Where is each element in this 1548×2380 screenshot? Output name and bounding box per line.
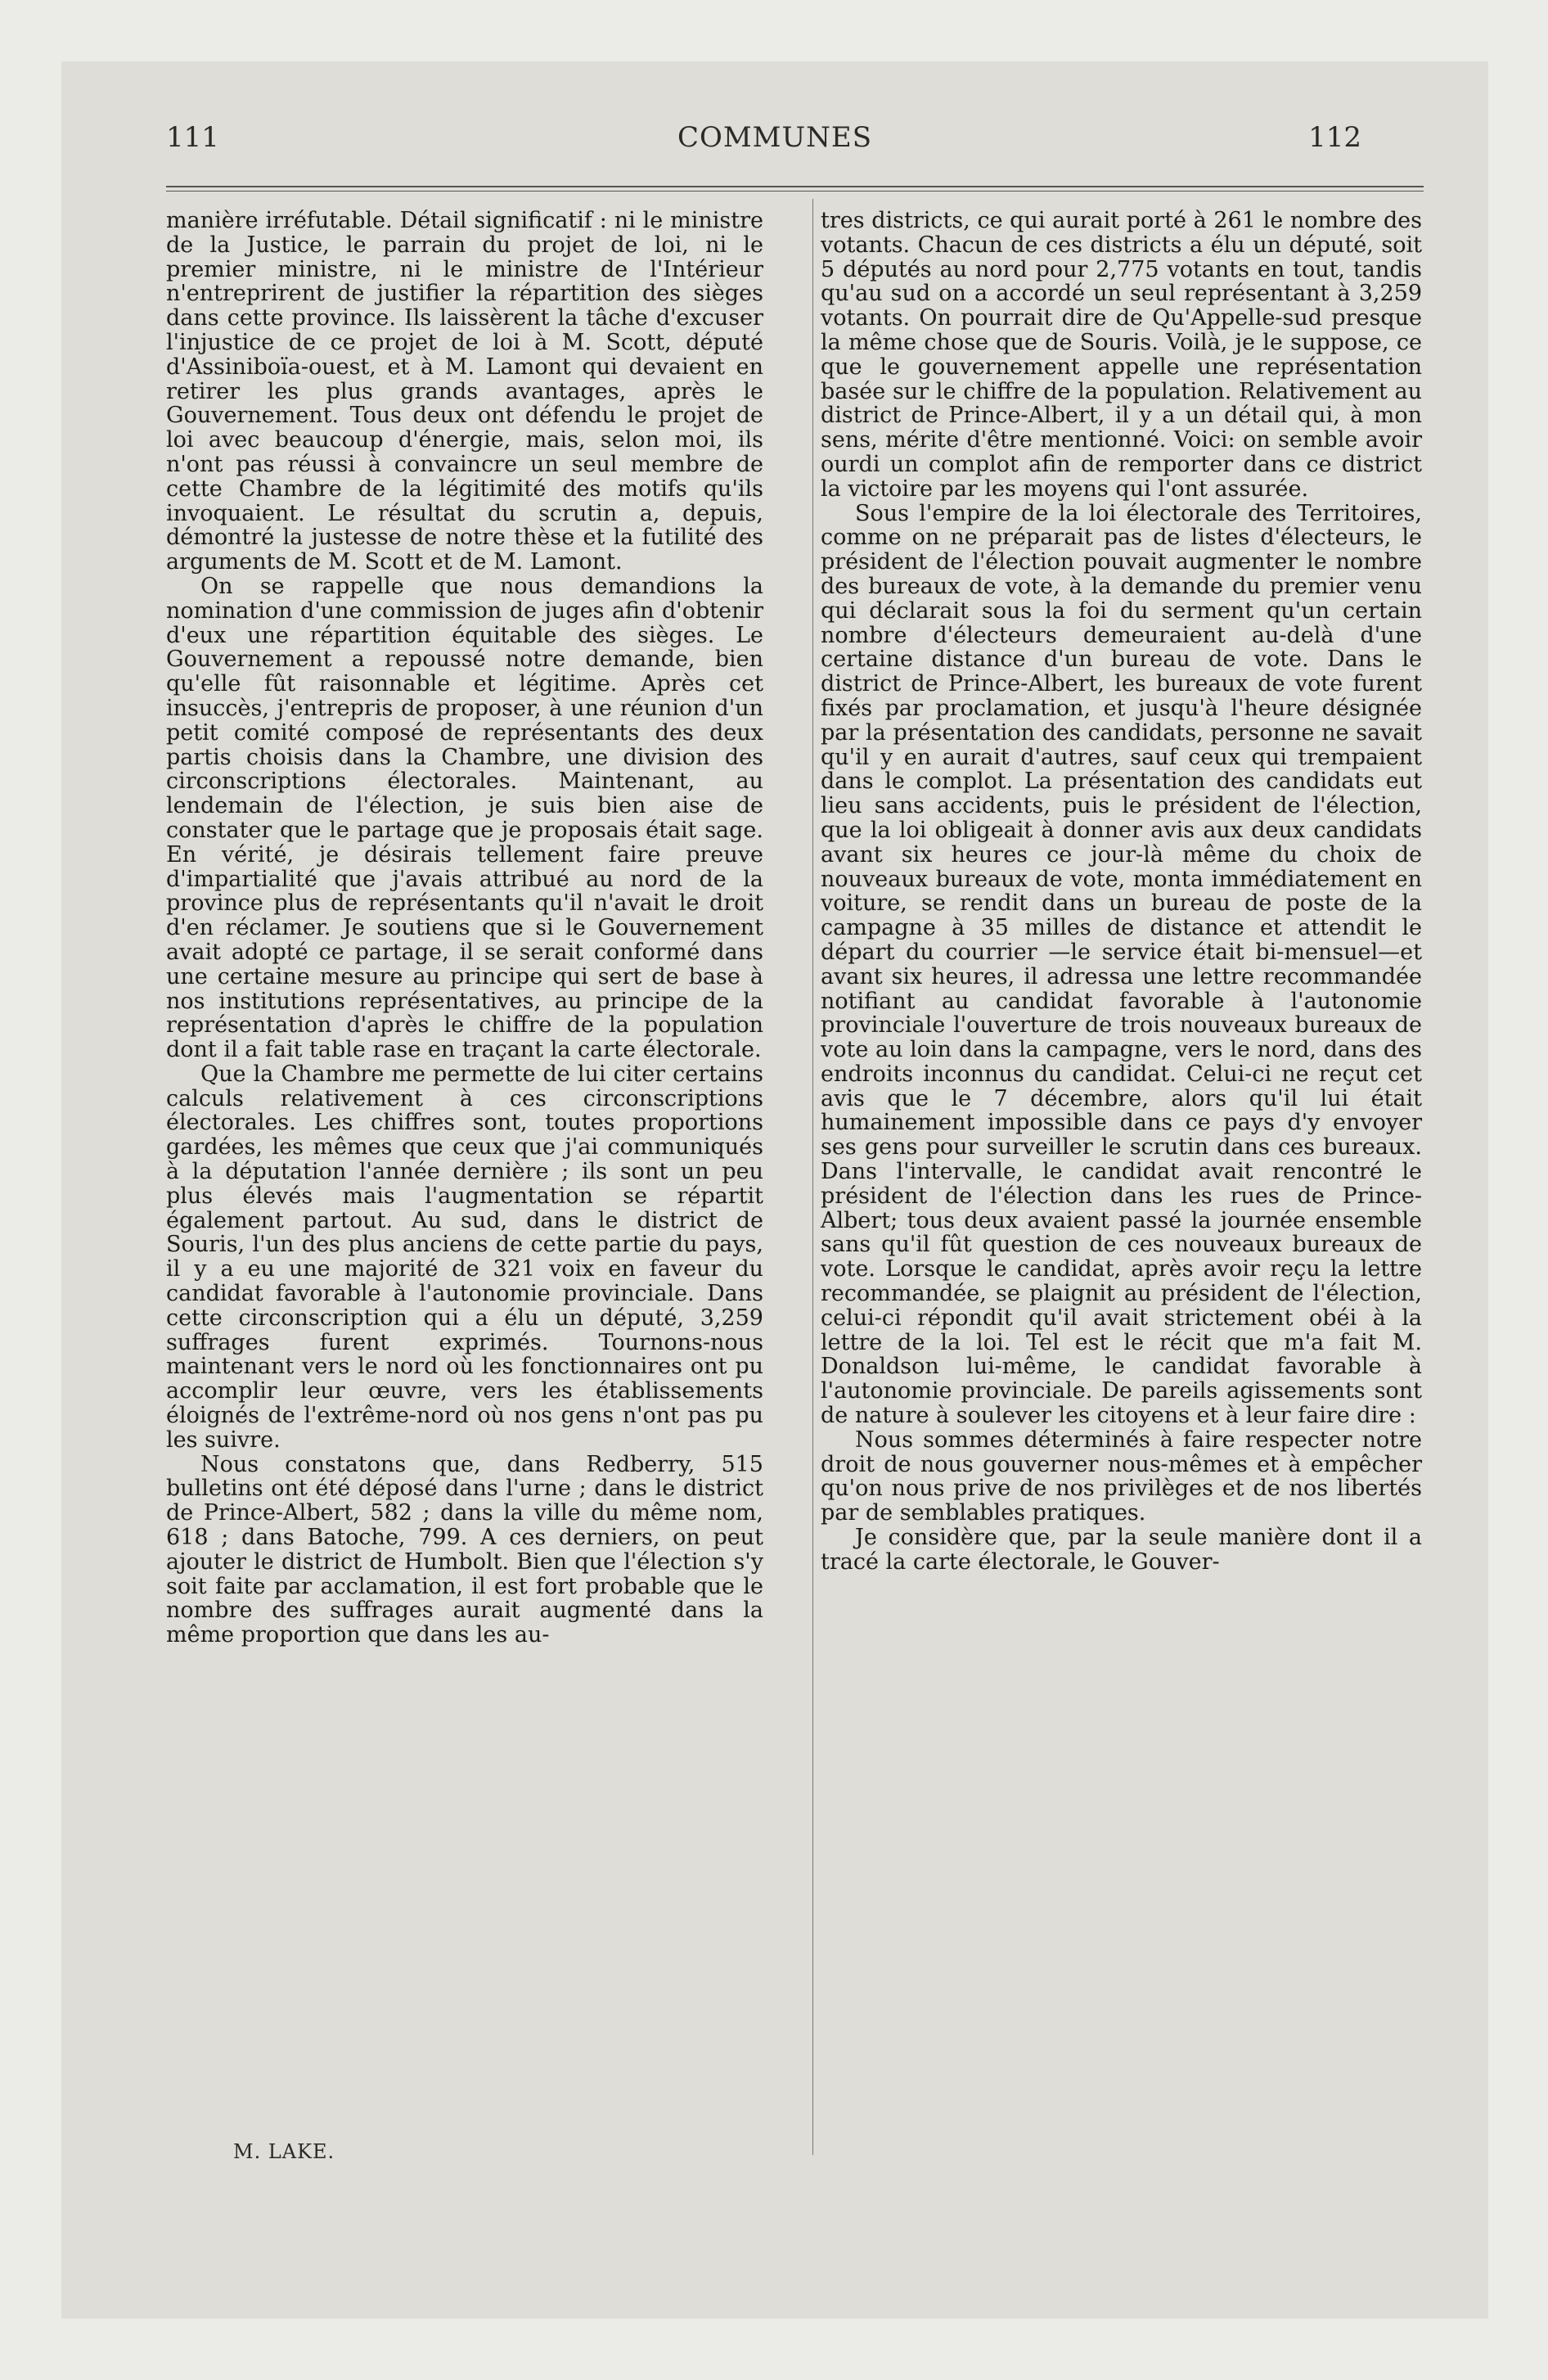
- header-rule: [166, 186, 1424, 187]
- paragraph: Nous constatons que, dans Redberry, 515 bulletins ont été déposé dans l'urne ; dans le district de Prince-Albert, 582 ; dans la ville du même nom, 618 ; dans Batoche, 799. A ces derniers, on peut ajouter le district de Humbolt. Bien que l'élection s'y soit faite par acclamation, il est fort probable que le nombre des suffrages aurait augmenté dans la même proportion que dans les au-: [166, 1451, 763, 1648]
- paragraph: tres districts, ce qui aurait porté à 261 le nombre des votants. Chacun de ces districts a élu un député, soit 5 députés au nord pour 2,775 votants en tout, tandis qu'au sud on a accordé un seul représentant à 3,259 votants. On pourrait dire de Qu'Appelle-sud presque la même chose que de Souris. Voilà, je le suppose, ce que le gouvernement appelle une représentation basée sur le chiffre de la population. Relativement au district de Prince-Albert, il y a un détail qui, à mon sens, mérite d'être mentionné. Voici: on semble avoir ourdi un complot afin de remporter dans ce district la victoire par les moyens qui l'ont assurée.: [821, 208, 1422, 502]
- header-rule-thin: [166, 191, 1424, 192]
- column-divider: [812, 199, 813, 2155]
- paragraph: Sous l'empire de la loi électorale des Territoires, comme on ne préparait pas de listes d'électeurs, le président de l'élection pouvait augmenter le nombre des bureaux de vote, à la demande du premier venu qui déclarait sous la foi du serment qu'un certain nombre d'électeurs demeuraient au-delà d'une certaine distance d'un bureau de vote. Dans le district de Prince-Albert, les bureaux de vote furent fixés par proclamation, et jusqu'à l'heure désignée par la présentation des candidats, personne ne savait qu'il y en aurait d'autres, sauf ceux qui trempaient dans le complot. La présentation des candidats eut lieu sans accidents, puis le président de l'élection, que la loi obligeait à donner avis aux deux candidats avant six heures ce jour-là même du choix de nouveaux bureaux de vote, monta immédiatement en voiture, se rendit dans un bureau de poste de la campagne à 35 milles de distance et attendit le départ du courrier —le service était bi-mensuel—et avant six heures, il adressa une lettre recommandée notifiant au candidat favorable à l'autonomie provinciale l'ouverture de trois nouveaux bureaux de vote au loin dans la campagne, vers le nord, dans des endroits inconnus du candidat. Celui-ci ne reçut cet avis que le 7 décembre, alors qu'il lui était humainement impossible dans ce pays d'y envoyer ses gens pour surveiller le scrutin dans ces bureaux. Dans l'intervalle, le candidat avait rencontré le président de l'élection dans les rues de Prince-Albert; tous deux avaient passé la journée ensemble sans qu'il fût question de ces nouveaux bureaux de vote. Lorsque le candidat, après avoir reçu la lettre recommandée, se plaignit au président de l'élection, celui-ci répondit qu'il avait strictement obéi à la lettre de la loi. Tel est le récit que m'a fait M. Donaldson lui-même, le candidat favorable à l'autonomie provinciale. De pareils agissements sont de nature à soulever les citoyens et à leur faire dire :: [821, 500, 1422, 1429]
- page-number-right: 112: [1308, 121, 1361, 154]
- running-head: COMMUNES: [677, 121, 873, 154]
- right-column: [821, 209, 1422, 1575]
- quoted-paragraph: Nous sommes déterminés à faire respecter notre droit de nous gouverner nous-mêmes et à empêcher qu'on nous prive de nos privilèges et de nos libertés par de semblables pratiques.: [821, 1427, 1422, 1526]
- page-number-left: 111: [166, 121, 219, 154]
- scanned-page: [61, 61, 1488, 2319]
- left-column: [166, 209, 763, 1648]
- speaker-footer: M. LAKE.: [233, 2140, 335, 2163]
- paragraph: manière irréfutable. Détail significatif : ni le ministre de la Justice, le parrain du projet de loi, ni le premier ministre, ni le ministre de l'Intérieur n'entreprirent de justifier la répartition des sièges dans cette province. Ils laissèrent la tâche d'excuser l'injustice de ce projet de loi à M. Scott, député d'Assiniboïa-ouest, et à M. Lamont qui devaient en retirer les plus grands avantages, après le Gouvernement. Tous deux ont défendu le projet de loi avec beaucoup d'énergie, mais, selon moi, ils n'ont pas réussi à convaincre un seul membre de cette Chambre de la légitimité des motifs qu'ils invoquaient. Le résultat du scrutin a, depuis, démontré la justesse de notre thèse et la futilité des arguments de M. Scott et de M. Lamont.: [166, 208, 763, 575]
- paragraph: Je considère que, par la seule manière dont il a tracé la carte électorale, le Gouver-: [821, 1525, 1422, 1575]
- paragraph: On se rappelle que nous demandions la nomination d'une commission de juges afin d'obtenir d'eux une répartition équitable des sièges. Le Gouvernement a repoussé notre demande, bien qu'elle fût raisonnable et légitime. Après cet insuccès, j'entrepris de proposer, à une réunion d'un petit comité composé de représentants des deux partis choisis dans la Chambre, une division des circonscriptions électorales. Maintenant, au lendemain de l'élection, je suis bien aise de constater que le partage que je proposais était sage. En vérité, je désirais tellement faire preuve d'impartialité que j'avais attribué au nord de la province plus de représentants qu'il n'avait le droit d'en réclamer. Je soutiens que si le Gouvernement avait adopté ce partage, il se serait conformé dans une certaine mesure au principe qui sert de base à nos institutions représentatives, au principe de la représentation d'après le chiffre de la population dont il a fait table rase en traçant la carte électorale.: [166, 573, 763, 1063]
- paragraph: Que la Chambre me permette de lui citer certains calculs relativement à ces circonscriptions électorales. Les chiffres sont, toutes proportions gardées, les mêmes que ceux que j'ai communiqués à la députation l'année dernière ; ils sont un peu plus élevés mais l'augmentation se répartit également partout. Au sud, dans le district de Souris, l'un des plus anciens de cette partie du pays, il y a eu une majorité de 321 voix en faveur du candidat favorable à l'autonomie provinciale. Dans cette circonscription qui a élu un député, 3,259 suffrages furent exprimés. Tournons-nous maintenant vers le nord où les fonctionnaires ont pu accomplir leur œuvre, vers les établissements éloignés de l'extrême-nord où nos gens n'ont pas pu les suivre.: [166, 1061, 763, 1453]
